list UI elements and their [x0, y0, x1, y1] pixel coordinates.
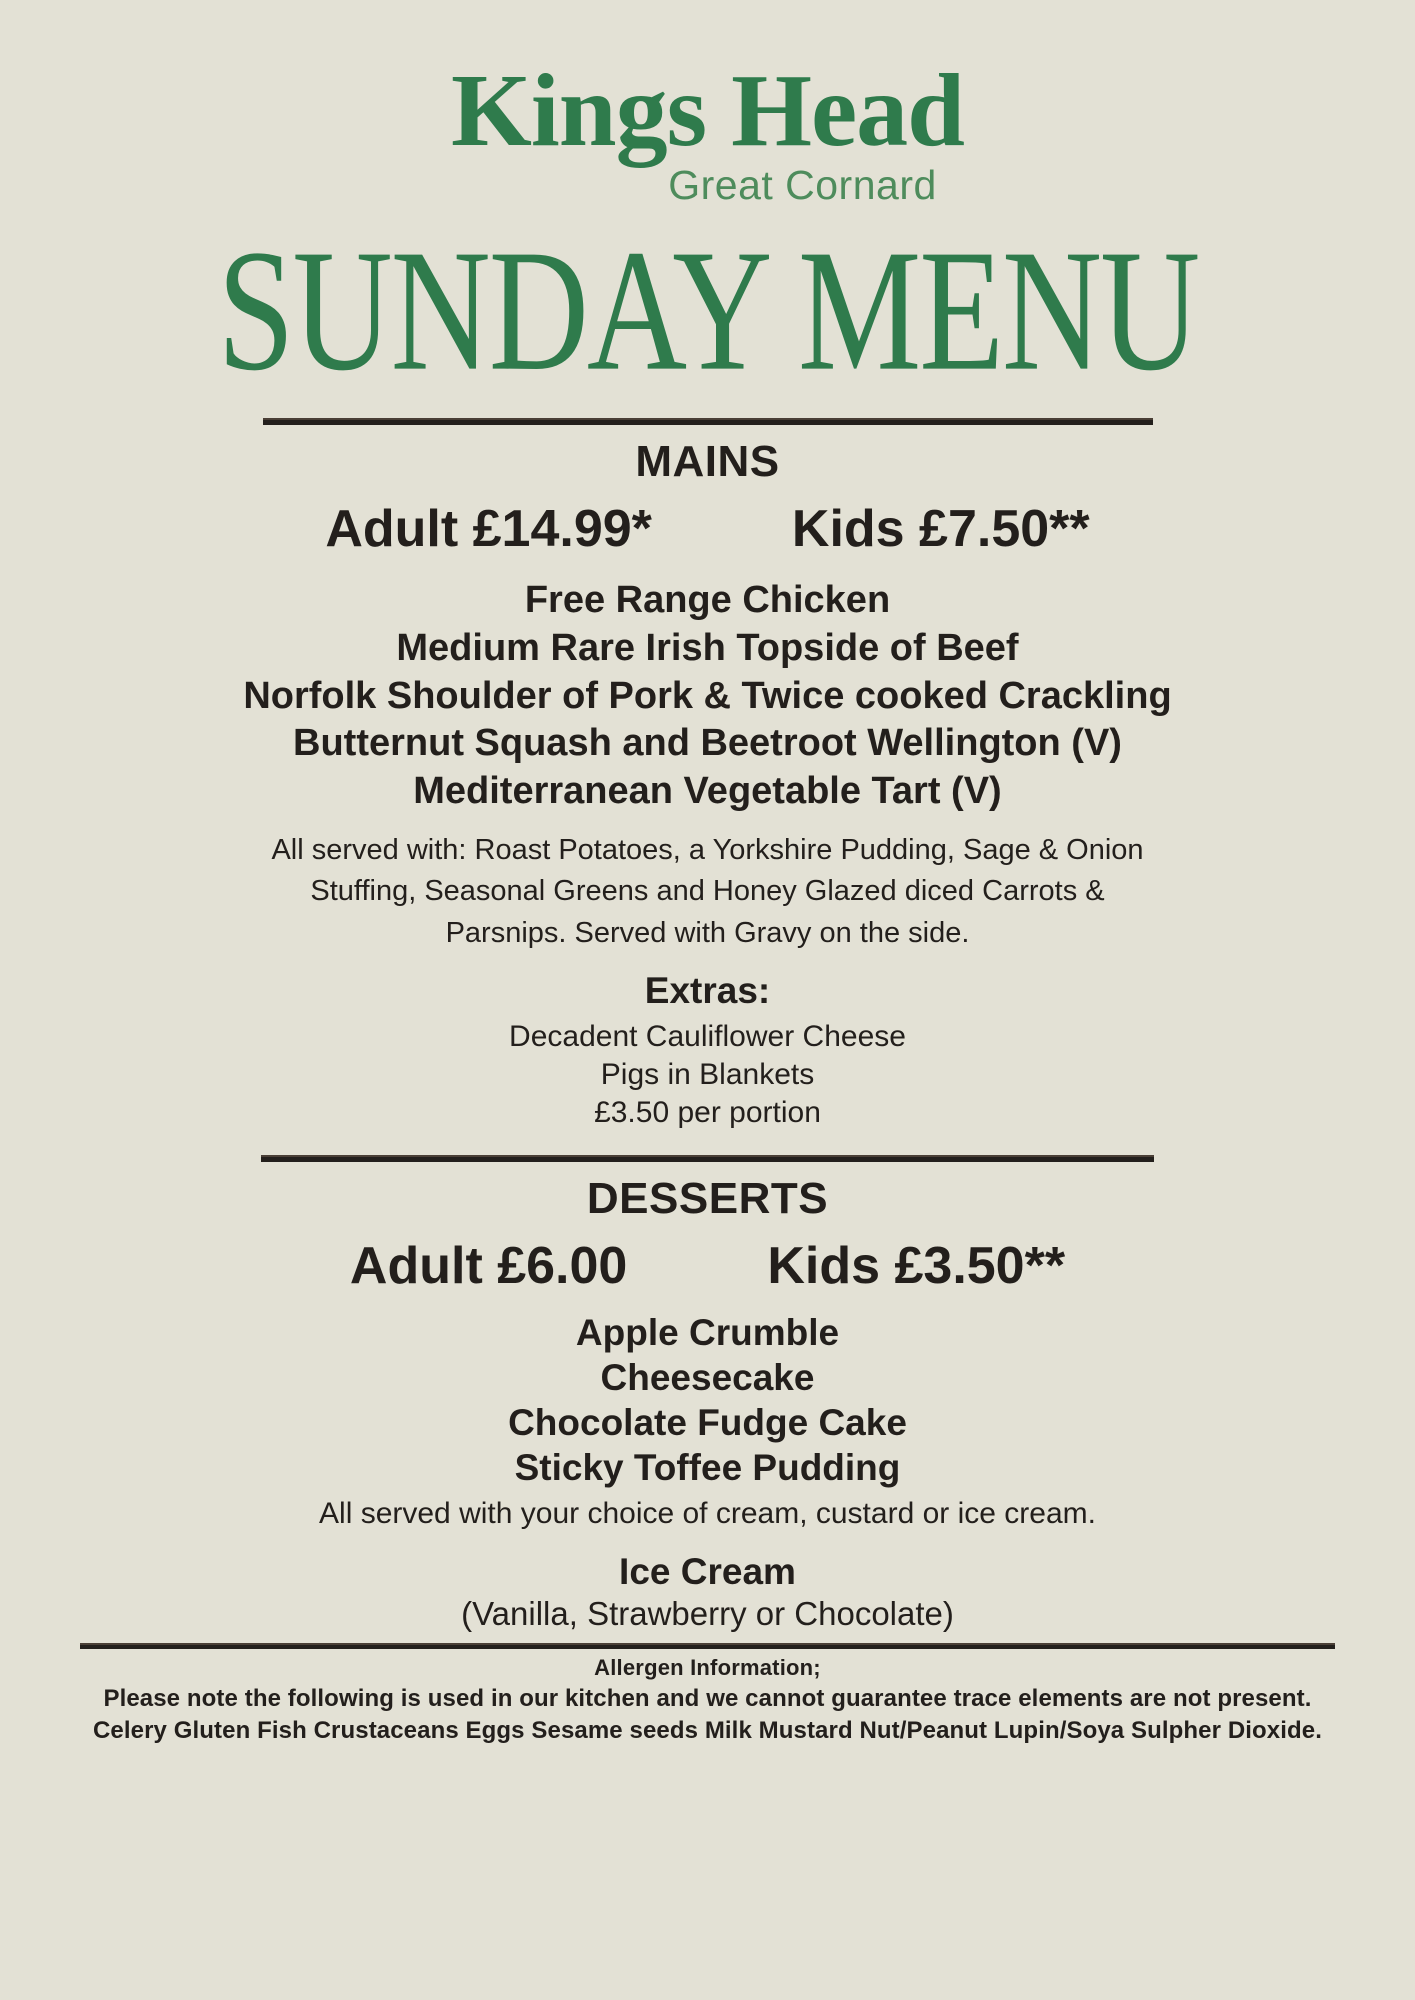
mains-heading: MAINS	[635, 436, 780, 486]
mains-dish: Butternut Squash and Beetroot Wellington (V)	[293, 722, 1122, 765]
dessert-list	[508, 1310, 907, 1491]
desserts-price-adult: Adult £6.00	[349, 1236, 628, 1295]
dessert-item: Apple Crumble	[575, 1311, 840, 1353]
divider-top	[263, 418, 1153, 425]
desserts-served-note: All served with your choice of cream, custard or ice cream.	[319, 1497, 1096, 1531]
pub-name: Kings Head	[451, 53, 964, 168]
divider-middle	[261, 1155, 1154, 1162]
pub-logo	[451, 53, 964, 208]
mains-price-row	[325, 499, 1089, 559]
mains-dish: Free Range Chicken	[524, 578, 891, 621]
dessert-item: Sticky Toffee Pudding	[514, 1447, 901, 1489]
mains-dish: Mediterranean Vegetable Tart (V)	[413, 770, 1002, 813]
divider-bottom	[80, 1643, 1335, 1649]
extras-list	[509, 1018, 906, 1133]
icecream-heading: Ice Cream	[619, 1551, 796, 1593]
extras-item: Pigs in Blankets	[600, 1058, 815, 1092]
mains-served-note: All served with: Roast Potatoes, a Yorkshire Pudding, Sage & Onion Stuffing, Seasonal Greens and Honey Glazed diced Carrots & Parsnips. Served with Gravy on the side.	[271, 834, 1144, 949]
mains-price-kids: Kids £7.50**	[791, 499, 1090, 558]
extras-heading: Extras:	[644, 969, 771, 1011]
mains-dish: Medium Rare Irish Topside of Beef	[396, 626, 1019, 669]
icecream-flavours: (Vanilla, Strawberry or Chocolate)	[461, 1595, 954, 1633]
desserts-price-row	[350, 1236, 1065, 1296]
allergen-list: Celery Gluten Fish Crustaceans Eggs Sesame seeds Milk Mustard Nut/Peanut Lupin/Soya Sulpher Dioxide.	[93, 1716, 1322, 1744]
mains-dish-list	[243, 577, 1171, 816]
pub-location: Great Cornard	[668, 161, 937, 208]
allergen-title: Allergen Information;	[594, 1655, 821, 1681]
dessert-item: Chocolate Fudge Cake	[508, 1402, 907, 1444]
desserts-price-kids: Kids £3.50**	[767, 1236, 1066, 1295]
mains-price-adult: Adult £14.99*	[325, 499, 652, 558]
extras-price: £3.50 per portion	[594, 1096, 821, 1130]
allergen-information	[93, 1653, 1322, 1747]
mains-dish: Norfolk Shoulder of Pork & Twice cooked Crackling	[243, 674, 1172, 717]
allergen-disclaimer: Please note the following is used in our kitchen and we cannot guarantee trace elements are not present.	[103, 1684, 1312, 1712]
page-title: SUNDAY MENU	[217, 214, 1198, 407]
extras-item: Decadent Cauliflower Cheese	[509, 1019, 906, 1053]
dessert-item: Cheesecake	[600, 1356, 815, 1398]
desserts-heading: DESSERTS	[586, 1173, 829, 1223]
